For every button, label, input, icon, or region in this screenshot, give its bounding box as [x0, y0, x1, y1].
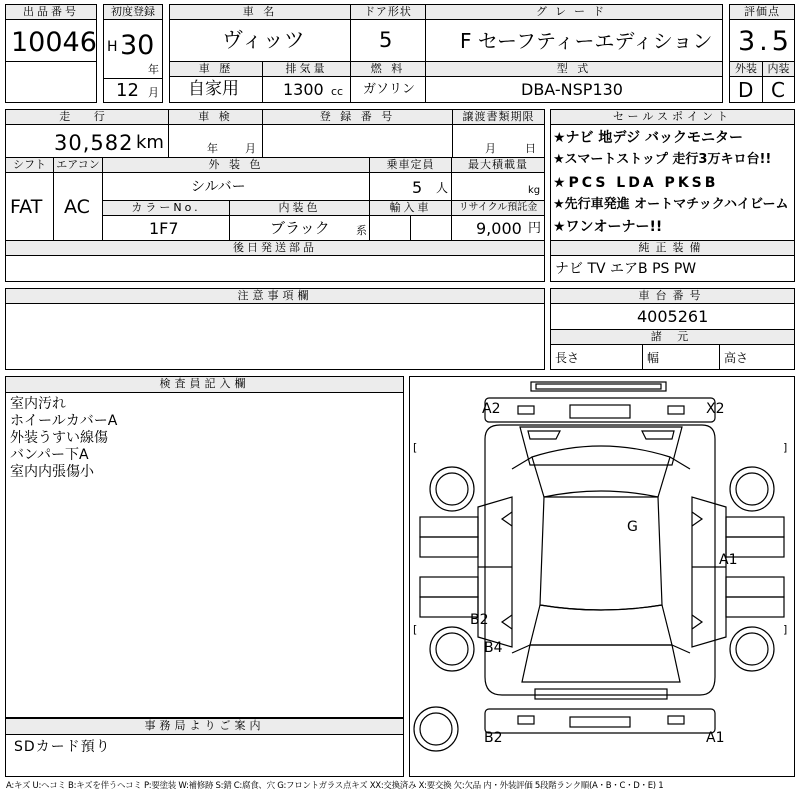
fuel: ガソリン	[363, 82, 416, 97]
length-cell	[550, 344, 643, 370]
ac: AC	[64, 196, 90, 218]
door-cell	[350, 19, 426, 62]
int-color-header: 内装色	[229, 200, 370, 216]
interior-cell	[762, 76, 795, 103]
recycle-header: リサイクル預託金	[451, 200, 545, 216]
score: 3.5	[738, 26, 793, 57]
svg-text:]: ]	[783, 623, 788, 636]
car-name-header: 車 名	[169, 4, 351, 20]
score-cell	[729, 19, 795, 62]
damage-mark-b2-left: B2	[470, 612, 489, 628]
grade-cell	[425, 19, 723, 62]
era: H	[107, 39, 118, 55]
first-reg-year: 30	[120, 30, 155, 61]
reg-number-cell	[262, 124, 453, 158]
later-parts-cell	[5, 255, 545, 282]
car-diagram-frame	[409, 376, 795, 777]
car-name: ヴィッツ	[222, 28, 305, 52]
mileage-unit: km	[136, 132, 164, 153]
ac-header: エアコン	[53, 157, 103, 173]
month-unit: 月	[148, 86, 159, 99]
sales-point: ★スマートストップ 走行3万キロ台!!	[553, 152, 772, 167]
max-load-header: 最大積載量	[451, 157, 545, 173]
exterior-rating: D	[738, 78, 754, 102]
height-label: 高さ	[724, 351, 749, 365]
capacity-cell	[369, 172, 452, 201]
inspector-header: 検査員記入欄	[5, 376, 404, 393]
svg-text:[: [	[413, 623, 418, 636]
exterior-cell	[729, 76, 763, 103]
chassis-header: 車台番号	[550, 288, 795, 304]
mileage-cell	[5, 124, 169, 158]
reg-number-header: 登 録 番 号	[262, 109, 453, 125]
interior-rating: C	[771, 78, 785, 102]
sales-points-header: セールスポイント	[550, 109, 795, 125]
chassis-cell	[550, 303, 795, 330]
shift-cell	[5, 172, 54, 241]
import-divider	[410, 216, 411, 240]
sales-point: ★ワンオーナー!!	[553, 219, 663, 235]
color-no-cell	[102, 215, 230, 241]
sales-point: ★先行車発進 オートマチックハイビーム	[553, 197, 789, 212]
damage-mark-b4-left: B4	[484, 640, 503, 656]
displacement: 1300	[283, 80, 324, 99]
lot-number: 10046	[11, 27, 97, 58]
damage-mark-a1-bottom: A1	[706, 730, 725, 746]
car-diagram	[410, 377, 794, 776]
first-reg-month: 12	[116, 80, 139, 101]
history-header: 車 歴	[169, 61, 263, 77]
chassis-number: 4005261	[637, 307, 709, 326]
later-parts-header: 後日発送部品	[5, 240, 545, 256]
height-cell	[719, 344, 795, 370]
model-cell	[425, 76, 723, 103]
mileage-header: 走 行	[5, 109, 169, 125]
shift-header: シフト	[5, 157, 54, 173]
color-no: 1F7	[149, 219, 179, 238]
equipment-header: 純正装備	[550, 240, 795, 256]
office-header: 事務局よりご案内	[5, 718, 404, 735]
displacement-unit: cc	[331, 85, 344, 98]
score-header: 評価点	[729, 4, 795, 20]
width-cell	[642, 344, 720, 370]
inspection-header: 車 検	[168, 109, 263, 125]
door-header: ドア形状	[350, 4, 426, 20]
lot-number-header: 出品番号	[5, 4, 97, 20]
damage-mark-g-roof: G	[627, 519, 638, 535]
transfer-cell	[452, 124, 545, 158]
model-code: DBA-NSP130	[521, 80, 623, 99]
displacement-header: 排気量	[262, 61, 351, 77]
grade: F セーフティーエディション	[460, 29, 713, 53]
damage-mark-x2-top: X2	[706, 401, 725, 417]
inspection-month-unit: 月	[245, 142, 256, 155]
capacity-header: 乗車定員	[369, 157, 452, 173]
transfer-month-unit: 月	[485, 142, 496, 155]
recycle-fee: 9,000	[476, 219, 522, 238]
first-reg-header: 初度登録	[103, 4, 163, 20]
damage-legend: A:キズ U:ヘコミ B:キズを伴うヘコミ P:要塗装 W:補修跡 S:錆 C:腐食、穴 G:フロントガラス点キズ XX:交換済み X:要交換 欠:欠品 内・外装評価 5段階ランク順(A・B・C・D・E) 1	[6, 781, 664, 791]
fuel-cell	[350, 76, 426, 103]
remark-line: ホイールカバーA	[10, 413, 118, 429]
color-no-header: カラーNo.	[102, 200, 230, 216]
history-cell	[169, 76, 263, 103]
lot-number-blank	[5, 61, 97, 103]
inspection-cell	[168, 124, 263, 158]
remark-line: 外装うすい線傷	[10, 430, 108, 446]
svg-text:[: [	[413, 441, 418, 454]
import-header: 輸入車	[369, 200, 452, 216]
displacement-cell	[262, 76, 351, 103]
remark-line: 室内内張傷小	[10, 464, 94, 480]
ac-cell	[53, 172, 103, 241]
exterior-header: 外装	[729, 61, 763, 77]
capacity-unit: 人	[436, 181, 449, 195]
notes-cell	[5, 303, 545, 370]
int-color-cell	[229, 215, 370, 241]
length-label: 長さ	[555, 351, 580, 365]
damage-mark-b2-bottom: B2	[484, 730, 503, 746]
sales-point: ★ナビ 地デジ バックモニター	[553, 130, 744, 146]
interior-header: 内装	[762, 61, 795, 77]
width-label: 幅	[647, 351, 660, 365]
lot-number-cell	[5, 19, 97, 62]
transfer-header: 譲渡書類期限	[452, 109, 545, 125]
office-message: SDカード預り	[14, 739, 111, 755]
inspector-box	[5, 392, 404, 718]
shift: FAT	[10, 196, 43, 218]
max-load-cell	[451, 172, 545, 201]
equipment-cell	[550, 255, 795, 282]
grade-header: グレード	[425, 4, 723, 20]
notes-header: 注意事項欄	[5, 288, 545, 304]
sales-point: ★PCS LDA PKSB	[553, 175, 719, 191]
fuel-header: 燃 料	[350, 61, 426, 77]
svg-text:]: ]	[783, 441, 788, 454]
dims-header: 諸 元	[550, 329, 795, 345]
int-color: ブラック	[270, 219, 330, 237]
import-cell	[369, 215, 452, 241]
ext-color-cell	[102, 172, 370, 201]
capacity: 5	[412, 178, 423, 197]
model-header: 型 式	[425, 61, 723, 77]
ext-color: シルバー	[191, 179, 246, 195]
transfer-day-unit: 日	[525, 142, 536, 155]
ext-color-header: 外 装 色	[102, 157, 370, 173]
remark-line: バンパー下A	[10, 447, 89, 463]
max-load-unit: kg	[528, 185, 541, 196]
door-count: 5	[379, 28, 393, 52]
remark-line: 室内汚れ	[10, 396, 66, 412]
first-reg-year-cell	[103, 19, 163, 79]
mileage: 30,582	[54, 131, 134, 155]
office-box	[5, 734, 404, 777]
car-name-cell	[169, 19, 351, 62]
recycle-unit: 円	[528, 221, 542, 236]
year-unit: 年	[148, 63, 159, 76]
equipment: ナビ TV エアB PS PW	[555, 261, 697, 277]
inspection-year-unit: 年	[207, 142, 218, 155]
damage-mark-a1-right: A1	[719, 552, 738, 568]
first-reg-month-cell	[103, 78, 163, 103]
int-color-unit: 系	[356, 224, 367, 237]
inspector-remarks	[10, 396, 117, 481]
recycle-cell	[451, 215, 545, 241]
damage-mark-a2-top: A2	[482, 401, 501, 417]
history: 自家用	[188, 79, 239, 99]
